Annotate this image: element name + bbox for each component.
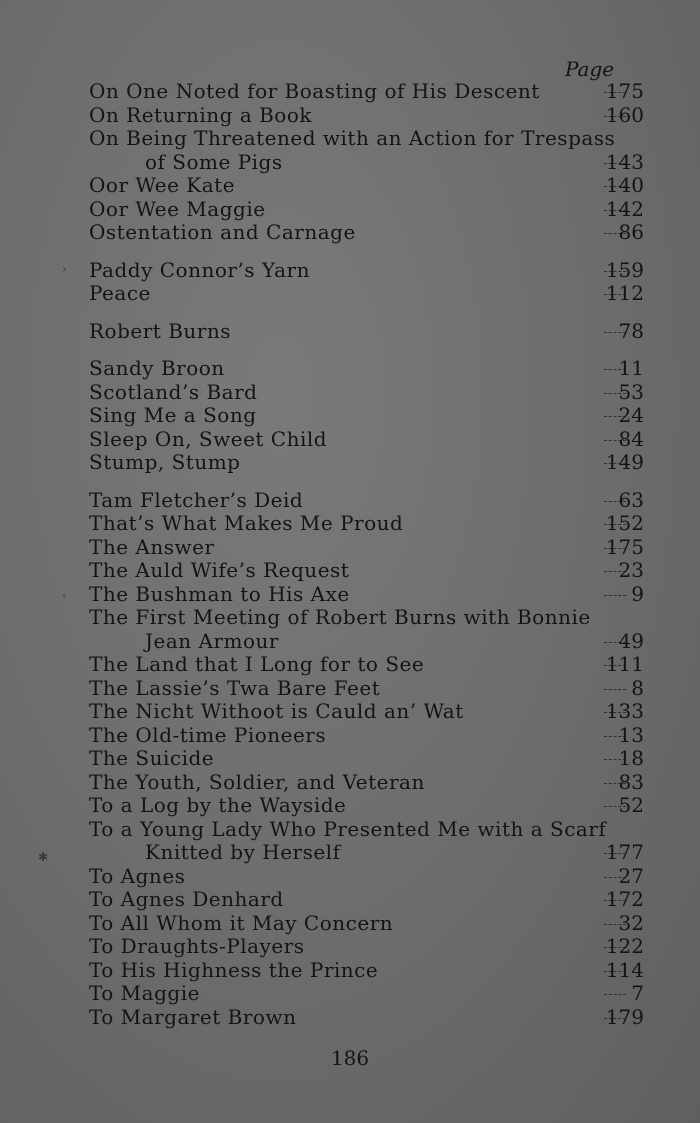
toc-entry — [0, 282, 700, 306]
entry-title: Oor Wee Maggie — [89, 196, 266, 221]
toc-entry — [0, 221, 700, 245]
entry-page-number: 27 — [618, 863, 644, 888]
toc-entry — [0, 583, 700, 607]
toc-entry — [0, 1006, 700, 1030]
entry-page-number: 142 — [605, 196, 644, 221]
entry-page-number: 83 — [618, 769, 644, 794]
entry-title: The Answer — [89, 534, 215, 559]
entry-title: The Lassie’s Twa Bare Feet — [89, 675, 381, 700]
entry-title: The Youth, Soldier, and Veteran — [89, 769, 425, 794]
entry-title: The Bushman to His Axe — [89, 581, 350, 606]
entry-page-number: 177 — [605, 840, 644, 864]
entry-title: Sing Me a Song — [89, 403, 257, 427]
entry-title: To His Highness the Prince — [89, 957, 379, 982]
entry-page-number: 152 — [605, 511, 644, 535]
margin-mark: ‹ — [62, 588, 67, 602]
entry-title: The Nicht Withoot is Cauld an’ Wat — [89, 699, 464, 723]
entry-page-number: 23 — [618, 558, 644, 582]
entry-title: Knitted by Herself — [145, 840, 341, 864]
toc-entry — [0, 653, 700, 677]
entry-title: To Draughts-Players — [89, 934, 305, 958]
entry-title: On Being Threatened with an Action for Trespass — [89, 126, 616, 150]
toc-entry — [0, 174, 700, 198]
entry-page-number: 175 — [605, 79, 644, 103]
entry-title: That’s What Makes Me Proud — [89, 511, 404, 535]
entry-page-number: 160 — [605, 102, 644, 127]
entry-page-number: 52 — [618, 793, 644, 817]
entry-title: On One Noted for Boasting of His Descent — [89, 79, 540, 103]
entry-title: Oor Wee Kate — [89, 173, 236, 197]
toc-entry — [0, 747, 700, 771]
toc-entry — [0, 357, 700, 381]
toc-entry — [0, 818, 700, 842]
entry-page-number: 159 — [605, 257, 644, 282]
entry-title: The Suicide — [89, 746, 215, 770]
entry-title: Jean Armour — [145, 628, 279, 653]
entry-title: Sandy Broon — [89, 356, 225, 380]
toc-entry — [0, 700, 700, 724]
entry-page-number: 18 — [618, 746, 644, 770]
entry-title: Ostentation and Carnage — [89, 220, 356, 244]
entry-page-number: 13 — [618, 722, 644, 747]
entry-title: To Maggie — [89, 981, 200, 1005]
entry-page-number: 53 — [618, 379, 644, 404]
page-column-header: Page — [565, 57, 615, 81]
entry-title: Robert Burns — [89, 318, 231, 343]
entry-page-number: 143 — [605, 149, 644, 174]
entry-page-number: 112 — [605, 281, 644, 305]
margin-mark: ✱ — [38, 850, 49, 864]
entry-page-number: 84 — [618, 426, 644, 451]
toc-entry — [0, 771, 700, 795]
toc-entry — [0, 259, 700, 283]
toc-entry — [0, 630, 700, 654]
entry-title: To All Whom it May Concern — [89, 910, 394, 935]
entry-title: To Margaret Brown — [89, 1004, 297, 1029]
toc-entry — [0, 677, 700, 701]
toc-entry — [0, 888, 700, 912]
toc-entry — [0, 794, 700, 818]
entry-page-number: 24 — [618, 403, 644, 427]
entry-page-number: 7 — [631, 981, 644, 1005]
entry-title: To a Young Lady Who Presented Me with a Scarf — [89, 816, 607, 841]
entry-page-number: 122 — [605, 934, 644, 958]
toc-entry — [0, 724, 700, 748]
entry-title: Paddy Connor’s Yarn — [89, 257, 310, 282]
entry-title: The Land that I Long for to See — [89, 652, 425, 676]
entry-page-number: 111 — [605, 652, 644, 676]
entry-title: To a Log by the Wayside — [89, 793, 347, 817]
entry-page-number: 133 — [605, 699, 644, 723]
entry-page-number: 49 — [618, 628, 644, 653]
entry-title: The First Meeting of Robert Burns with Bonnie — [89, 605, 591, 629]
toc-entry — [0, 198, 700, 222]
entry-page-number: 172 — [605, 887, 644, 911]
entry-title: Stump, Stump — [89, 450, 241, 474]
entry-page-number: 32 — [618, 910, 644, 935]
toc-entry — [0, 489, 700, 513]
entry-page-number: 9 — [631, 581, 644, 606]
entry-page-number: 86 — [618, 220, 644, 244]
toc-entry — [0, 80, 700, 104]
entry-page-number: 78 — [618, 318, 644, 343]
toc-entry — [0, 959, 700, 983]
toc-entry — [0, 104, 700, 128]
entry-title: Tam Fletcher’s Deid — [89, 487, 304, 512]
toc-entry — [0, 841, 700, 865]
toc-entry — [0, 404, 700, 428]
entry-title: The Old-time Pioneers — [89, 722, 327, 747]
entry-title: To Agnes — [89, 863, 186, 888]
entry-page-number: 114 — [605, 957, 644, 982]
toc-entry — [0, 428, 700, 452]
toc-entry — [0, 512, 700, 536]
entry-title: On Returning a Book — [89, 102, 313, 127]
entry-page-number: 8 — [631, 675, 644, 700]
entry-title: of Some Pigs — [145, 149, 283, 174]
toc-entry — [0, 320, 700, 344]
entry-page-number: 63 — [618, 487, 644, 512]
toc-entry — [0, 912, 700, 936]
entry-title: Scotland’s Bard — [89, 379, 258, 404]
entry-title: Sleep On, Sweet Child — [89, 426, 328, 451]
toc-entry — [0, 935, 700, 959]
toc-entry — [0, 151, 700, 175]
entry-title: To Agnes Denhard — [89, 887, 284, 911]
entry-page-number: 140 — [605, 173, 644, 197]
toc-entry — [0, 381, 700, 405]
toc-entry — [0, 559, 700, 583]
entry-page-number: 149 — [605, 450, 644, 474]
table-of-contents — [0, 80, 700, 1029]
toc-entry — [0, 536, 700, 560]
entry-title: Peace — [89, 281, 151, 305]
toc-entry — [0, 865, 700, 889]
toc-entry — [0, 982, 700, 1006]
margin-mark: › — [62, 262, 67, 276]
entry-page-number: 175 — [605, 534, 644, 559]
page-folio: 186 — [330, 1046, 370, 1070]
toc-entry — [0, 451, 700, 475]
entry-title: The Auld Wife’s Request — [89, 558, 350, 582]
toc-entry — [0, 606, 700, 630]
toc-entry — [0, 127, 700, 151]
entry-page-number: 179 — [605, 1004, 644, 1029]
entry-page-number: 11 — [618, 356, 644, 380]
